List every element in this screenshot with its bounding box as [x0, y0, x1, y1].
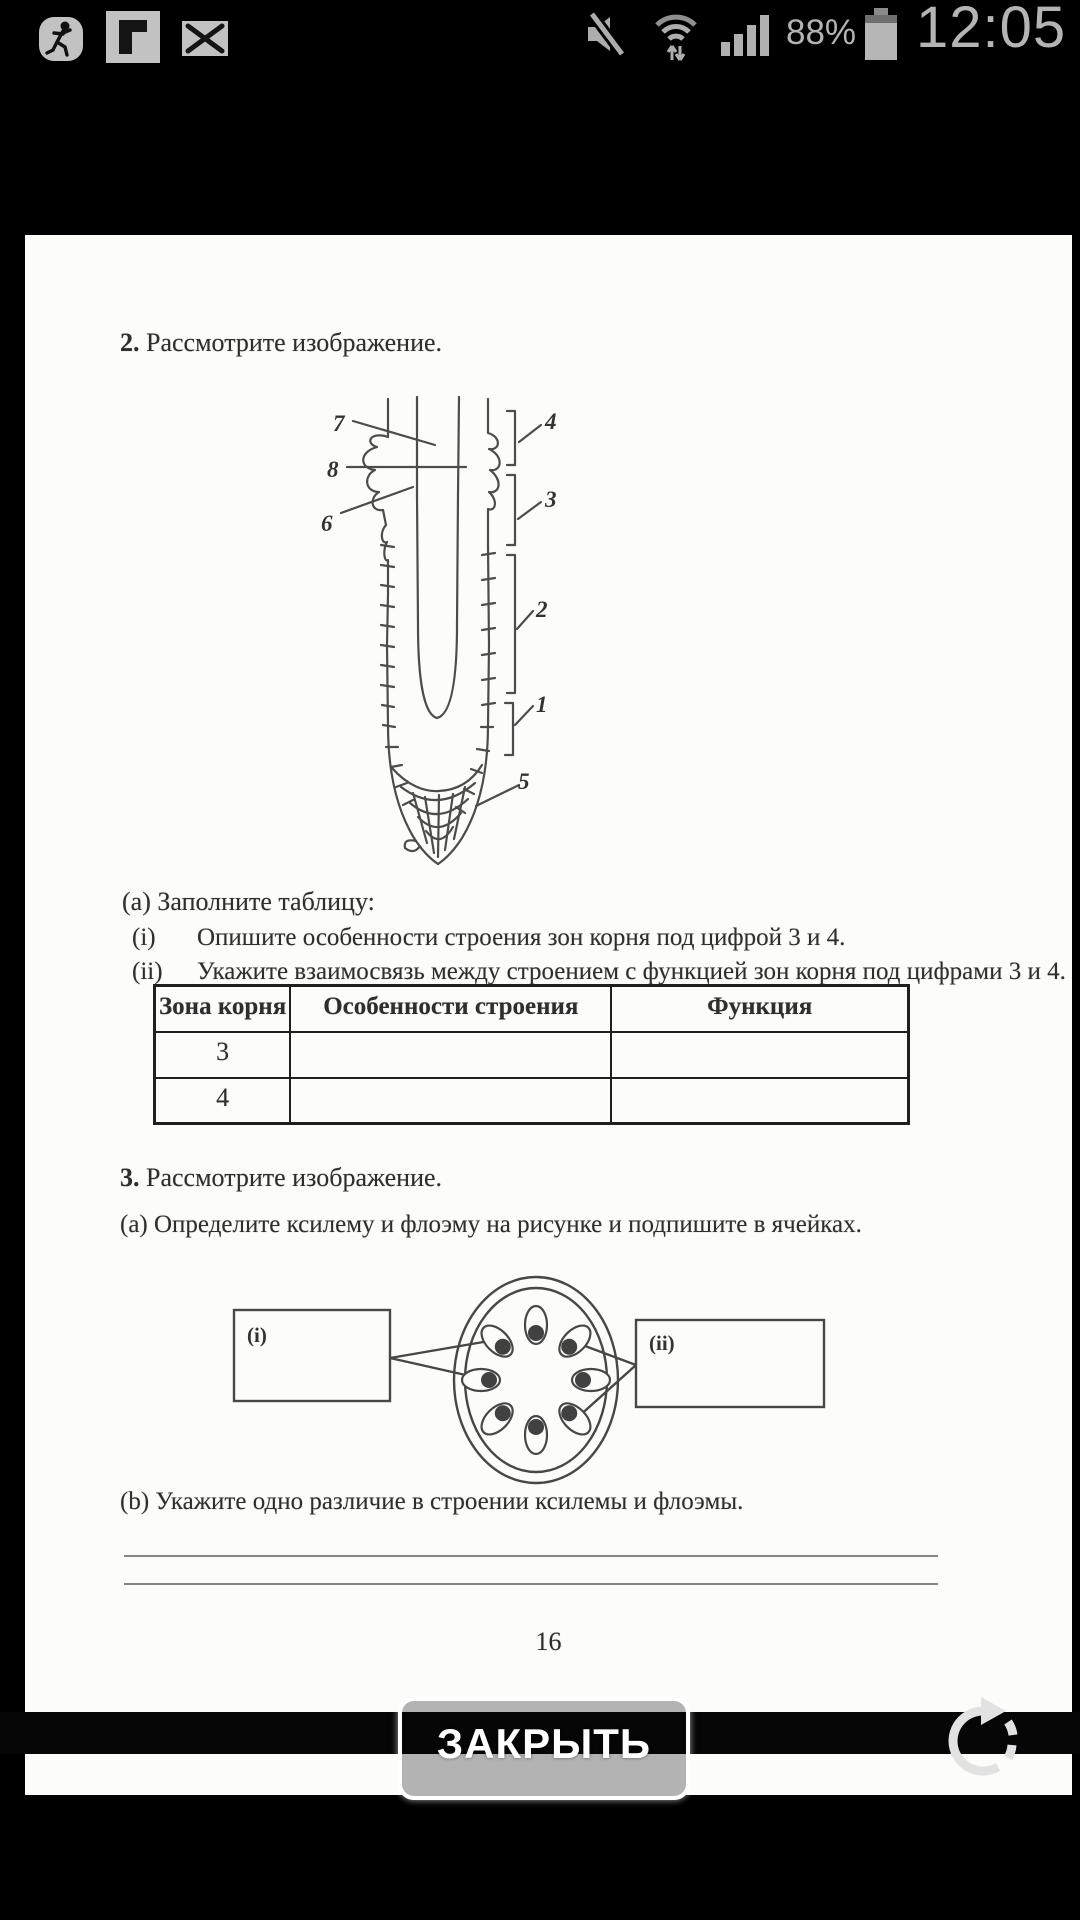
label-2-line — [517, 611, 533, 629]
question-2-number: 2. — [120, 328, 140, 357]
question-3b-text: (b) Укажите одно различие в строении ксилемы и флоэмы. — [120, 1488, 744, 1515]
root-label-3: 3 — [545, 487, 557, 512]
battery-icon — [862, 8, 900, 60]
question-2-title: Рассмотрите изображение. — [146, 328, 443, 357]
answer-line — [124, 1555, 938, 1557]
table-header-zone: Зона корня — [155, 986, 291, 1032]
document-page — [25, 235, 1072, 1795]
zone-1-bracket — [505, 703, 513, 755]
cell-zone-4: 4 — [155, 1078, 291, 1124]
zone-3-bracket — [507, 475, 515, 545]
vascular-bundles — [462, 1306, 610, 1454]
cell-structure-4 — [290, 1078, 611, 1124]
battery-percent: 88% — [786, 13, 857, 52]
root-label-6: 6 — [321, 511, 333, 536]
root-label-2: 2 — [536, 597, 548, 622]
question-3-heading — [120, 1163, 442, 1193]
label-1-line — [515, 706, 533, 725]
cellular-signal-icon — [720, 10, 772, 56]
table-row — [155, 1078, 909, 1124]
wifi-icon — [652, 8, 700, 62]
cell-function-4 — [611, 1078, 908, 1124]
mail-notification-icon — [182, 21, 228, 56]
table-header-structure: Особенности строения — [290, 986, 611, 1032]
item-ii-text: Укажите взаимосвязь между строением с функцией зон корня под цифрами 3 и 4. — [197, 958, 1066, 985]
root-label-1: 1 — [536, 692, 548, 717]
box-i-label: (i) — [247, 1323, 267, 1347]
table-header-function: Функция — [611, 986, 908, 1032]
root-zones-diagram — [275, 395, 575, 870]
left-wall-cell-ticks — [381, 545, 413, 805]
cell-function-3 — [611, 1032, 908, 1078]
root-left-wall — [363, 399, 438, 864]
table-header-row — [155, 986, 909, 1032]
sound-muted-icon — [580, 10, 628, 58]
table-row — [155, 1032, 909, 1078]
label-3-line — [518, 502, 541, 519]
root-label-7: 7 — [333, 411, 345, 436]
stem-cross-section-diagram — [225, 1270, 845, 1510]
clock: 12:05 — [916, 0, 1067, 60]
question-3-title: Рассмотрите изображение. — [146, 1163, 443, 1192]
close-button-label: ЗАКРЫТЬ — [436, 1719, 652, 1767]
root-label-5: 5 — [518, 769, 530, 794]
task-a-heading: (а) Заполните таблицу: — [122, 887, 375, 916]
question-2-heading — [120, 328, 442, 358]
question-3-number: 3. — [120, 1163, 140, 1192]
running-app-notification-icon — [38, 16, 84, 62]
root-label-4: 4 — [545, 409, 557, 434]
label-7-line — [353, 421, 435, 445]
root-label-8: 8 — [327, 457, 339, 482]
root-zones-table — [153, 984, 910, 1125]
cell-zone-3: 3 — [155, 1032, 291, 1078]
root-central-cylinder — [417, 397, 459, 718]
page-number: 16 — [535, 1627, 562, 1656]
root-right-wall — [438, 399, 500, 864]
item-i-marker: (i) — [132, 924, 156, 951]
cell-structure-3 — [290, 1032, 611, 1078]
item-i-text: Опишите особенности строения зон корня под цифрой 3 и 4. — [197, 924, 846, 951]
answer-line — [124, 1583, 938, 1585]
box-ii-label: (ii) — [649, 1331, 675, 1355]
root-zones-table-wrap — [153, 984, 910, 1122]
label-4-line — [519, 425, 541, 442]
close-button[interactable] — [398, 1697, 690, 1800]
zone-4-bracket — [507, 411, 515, 465]
refresh-icon[interactable] — [940, 1695, 1026, 1781]
flipboard-notification-icon — [106, 11, 160, 63]
zone-2-bracket — [507, 555, 515, 693]
question-3a-text: (а) Определите ксилему и флоэму на рисунке и подпишите в ячейках. — [120, 1211, 862, 1238]
item-ii-marker: (ii) — [132, 958, 163, 985]
